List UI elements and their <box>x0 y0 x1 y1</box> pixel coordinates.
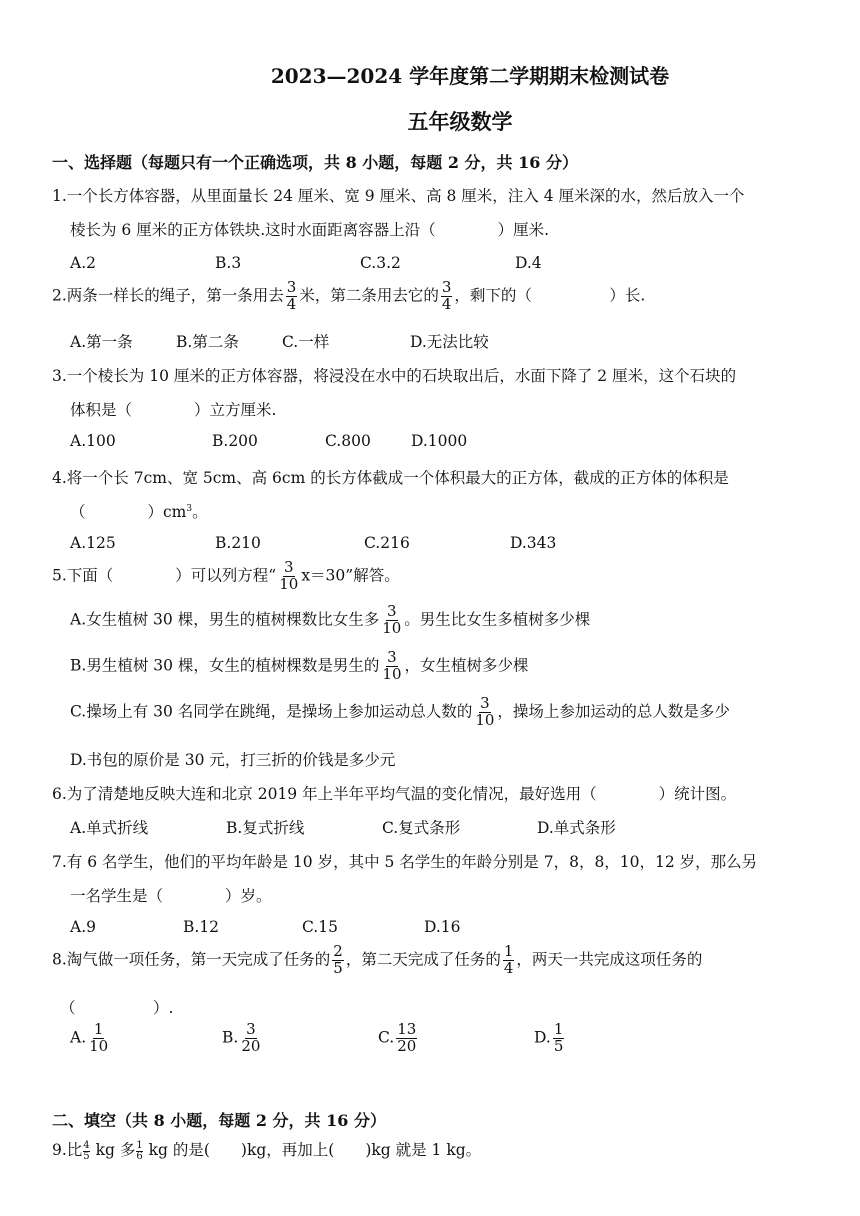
option-label: D. <box>534 1028 551 1047</box>
q5-option-a-text-1: A.女生植树 30 棵，男生的植树棵数比女生多 <box>70 610 380 629</box>
q9-fraction-1 <box>83 1141 89 1162</box>
fraction-denominator: 5 <box>553 1036 564 1055</box>
fraction-numerator: 1 <box>553 1020 564 1038</box>
q2-text-3: ，剩下的（ ）长. <box>454 286 646 305</box>
q4-unit-exponent: 3 <box>186 503 193 514</box>
option-fraction <box>240 1022 261 1055</box>
q5-option-a-text-2: 。男生比女生多植树多少棵 <box>404 610 591 629</box>
q4-text-1: （ ）cm <box>70 503 187 521</box>
fraction-denominator: 10 <box>89 1036 109 1055</box>
q6-option-a: A.单式折线 <box>70 819 149 837</box>
q8-line1 <box>52 944 702 977</box>
q5-option-a-fraction <box>381 604 402 637</box>
q3-option-a: A.100 <box>70 432 116 450</box>
q5-option-b-fraction <box>381 650 402 683</box>
q9-text-2: kg 多 <box>90 1141 136 1159</box>
fraction-numerator: 3 <box>386 602 397 620</box>
fraction-denominator: 10 <box>382 618 402 637</box>
q7-option-d: D.16 <box>424 918 461 936</box>
option-fraction <box>553 1022 565 1055</box>
q3-option-c: C.800 <box>325 432 371 450</box>
q4-line2 <box>70 500 208 522</box>
fraction-numerator: 1 <box>503 942 514 960</box>
fraction-numerator: 3 <box>480 694 490 712</box>
fraction-denominator: 4 <box>286 294 297 313</box>
q8-option-d <box>534 1022 566 1055</box>
q4-option-a: A.125 <box>70 534 116 552</box>
q2-option-d: D.无法比较 <box>410 333 489 351</box>
q5-option-c-text-2: ，操场上参加运动的总人数是多少 <box>497 702 730 721</box>
q4-option-b: B.210 <box>215 534 261 552</box>
exam-subtitle: 五年级数学 <box>407 109 513 134</box>
q5-option-c-fraction <box>474 696 495 729</box>
q2-line <box>52 280 645 313</box>
q2-option-a: A.第一条 <box>70 333 133 351</box>
q1-option-d: D.4 <box>515 254 542 272</box>
q7-option-a: A.9 <box>70 918 96 936</box>
q5-line <box>52 560 400 593</box>
q1-option-b: B.3 <box>215 254 242 272</box>
q1-option-c: C.3.2 <box>360 254 401 272</box>
option-label: B. <box>222 1028 239 1047</box>
q2-text-2: 米，第二条用去它的 <box>299 286 439 305</box>
q4-line1: 4.将一个长 7cm、宽 5cm、高 6cm 的长方体截成一个体积最大的正方体，截成的正方体的体积是 <box>52 469 729 487</box>
q3-option-d: D.1000 <box>411 432 468 450</box>
fraction-denominator: 10 <box>279 574 299 593</box>
q9-text-3: kg 的是( )kg，再加上( )kg 就是 1 kg。 <box>143 1141 482 1159</box>
fraction-numerator: 3 <box>283 558 294 576</box>
q5-option-b <box>70 650 529 683</box>
q2-option-c: C.一样 <box>282 333 330 351</box>
fraction-denominator: 4 <box>503 958 514 977</box>
q8-fraction-2 <box>503 944 515 977</box>
q8-text-1: 8.淘气做一项任务，第一天完成了任务的 <box>52 950 331 969</box>
fraction-denominator: 10 <box>382 664 402 683</box>
q5-text-1: 5.下面（ ）可以列方程“ <box>52 566 277 585</box>
fraction-numerator: 1 <box>136 1139 143 1151</box>
q9-fraction-2 <box>136 1141 142 1162</box>
fraction-denominator: 5 <box>333 958 343 977</box>
q8-fraction-1 <box>332 944 344 977</box>
q6-option-c: C.复式条形 <box>382 819 461 837</box>
q1-line2: 棱长为 6 厘米的正方体铁块.这时水面距离容器上沿（ ）厘米. <box>70 221 550 239</box>
q5-option-a <box>70 604 590 637</box>
q3-line1: 3.一个棱长为 10 厘米的正方体容器，将浸没在水中的石块取出后，水面下降了 2 厘米，这个石块的 <box>52 367 737 385</box>
option-fraction <box>396 1022 417 1055</box>
exam-title: 2023—2024 学年度第二学期期末检测试卷 <box>270 64 670 88</box>
q8-option-a <box>70 1022 111 1055</box>
q8-text-2: ，第二天完成了任务的 <box>345 950 501 969</box>
fraction-numerator: 3 <box>441 278 452 296</box>
q2-fraction-2 <box>441 280 453 313</box>
fraction-numerator: 13 <box>397 1020 417 1038</box>
q9-text-1: 9.比 <box>52 1141 83 1159</box>
q6-option-b: B.复式折线 <box>226 819 305 837</box>
q8-line2: （ ）. <box>60 999 174 1017</box>
q7-line1: 7.有 6 名学生，他们的平均年龄是 10 岁，其中 5 名学生的年龄分别是 7，8，8，10，12 岁，那么另 <box>52 853 758 871</box>
q5-option-d: D.书包的原价是 30 元，打三折的价钱是多少元 <box>70 751 396 769</box>
fraction-denominator: 5 <box>83 1150 90 1162</box>
fraction-denominator: 6 <box>136 1150 143 1162</box>
q5-option-c <box>70 696 730 729</box>
fraction-denominator: 20 <box>241 1036 261 1055</box>
option-fraction <box>88 1022 109 1055</box>
option-label: A. <box>70 1028 87 1047</box>
q6-line1: 6.为了清楚地反映大连和北京 2019 年上半年平均气温的变化情况，最好选用（ ）统计图。 <box>52 785 737 803</box>
q5-option-b-text-1: B.男生植树 30 棵，女生的植树棵数是男生的 <box>70 656 380 675</box>
q8-option-b <box>222 1022 263 1055</box>
fraction-numerator: 3 <box>387 648 397 666</box>
fraction-numerator: 4 <box>83 1139 90 1151</box>
q9-line <box>52 1138 481 1162</box>
fraction-denominator: 10 <box>475 710 495 729</box>
fraction-numerator: 1 <box>93 1020 104 1038</box>
q4-option-d: D.343 <box>510 534 557 552</box>
q3-line2: 体积是（ ）立方厘米. <box>70 401 277 419</box>
q1-line1: 1.一个长方体容器，从里面量长 24 厘米、宽 9 厘米、高 8 厘米，注入 4 厘米深的水，然后放入一个 <box>52 187 745 205</box>
fraction-numerator: 3 <box>246 1020 256 1038</box>
q7-line2: 一名学生是（ ）岁。 <box>70 887 272 905</box>
fraction-numerator: 3 <box>286 278 297 296</box>
option-label: C. <box>378 1028 395 1047</box>
q2-text-1: 2.两条一样长的绳子，第一条用去 <box>52 286 284 305</box>
q5-fraction <box>278 560 299 593</box>
q5-text-2: x＝30”解答。 <box>301 566 400 585</box>
fraction-denominator: 20 <box>397 1036 417 1055</box>
q5-option-c-text-1: C.操场上有 30 名同学在跳绳，是操场上参加运动总人数的 <box>70 702 473 721</box>
fraction-denominator: 4 <box>441 294 452 313</box>
q2-option-b: B.第二条 <box>176 333 239 351</box>
q7-option-c: C.15 <box>302 918 338 936</box>
q2-fraction-1 <box>286 280 298 313</box>
q4-text-2: 。 <box>192 503 208 521</box>
q4-option-c: C.216 <box>364 534 410 552</box>
q1-option-a: A.2 <box>70 254 96 272</box>
q5-option-b-text-2: ，女生植树多少棵 <box>404 656 529 675</box>
section-2-heading: 二、填空（共 8 小题，每题 2 分，共 16 分） <box>52 1111 386 1130</box>
section-1-heading: 一、选择题（每题只有一个正确选项，共 8 小题，每题 2 分，共 16 分） <box>52 153 578 172</box>
q6-option-d: D.单式条形 <box>537 819 616 837</box>
fraction-numerator: 2 <box>333 942 343 960</box>
q8-text-3: ，两天一共完成这项任务的 <box>516 950 703 969</box>
q7-option-b: B.12 <box>183 918 220 936</box>
q8-option-c <box>378 1022 419 1055</box>
q3-option-b: B.200 <box>212 432 258 450</box>
